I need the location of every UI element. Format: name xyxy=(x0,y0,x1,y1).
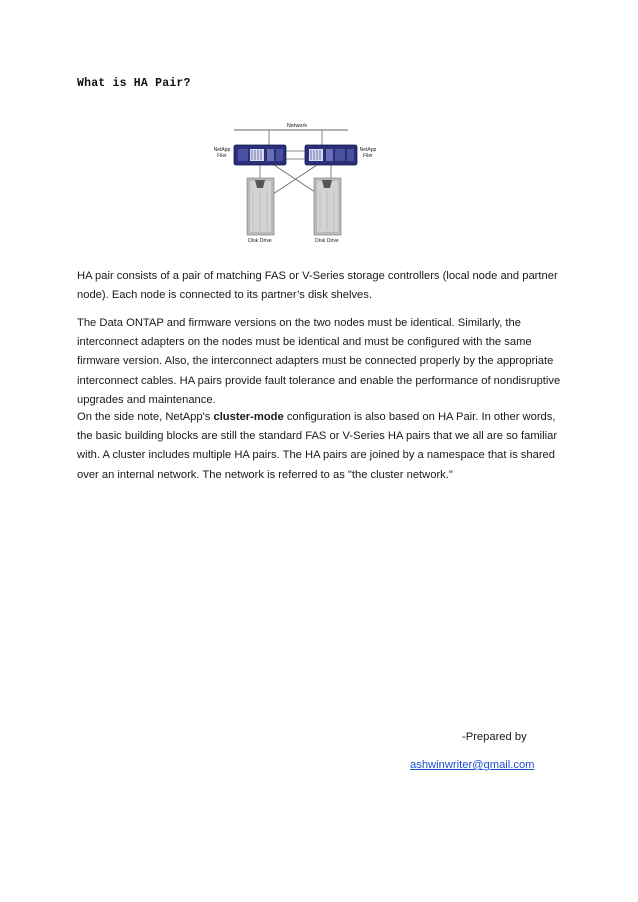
prepared-by: -Prepared by xyxy=(462,731,527,743)
paragraph-3-text xyxy=(77,408,567,485)
disk-drive-right xyxy=(314,178,341,235)
paragraph-2-text: The Data ONTAP and firmware versions on the two nodes must be identical. Similarly, the interconnect adapters on the nodes must be identical and must be configured with the same firmware version. Also, the interconnect adapters must be connected properly by the appropriate interconnect cables. HA pairs provide fault tolerance and enable the performance of nondisruptive upgrades and maintenance. xyxy=(77,317,561,406)
paragraph-cluster-mode xyxy=(77,408,567,485)
paragraph-3-start: On the side note, NetApp's xyxy=(77,411,214,423)
filer-left xyxy=(234,145,286,165)
filer-left-label-line2: Filer xyxy=(217,153,227,159)
filer-left-label-line1: NetApp xyxy=(213,147,231,153)
paragraph-3-end: configuration is also based on HA Pair. In other words, the basic building blocks are still the standard FAS or V-Series HA pairs that we all are so familiar with. A cluster includes multiple HA pairs. The HA pairs are joined by a namespace that is shared over an internal network. The network is referred to as "the cluster network." xyxy=(77,411,558,481)
ha-pair-diagram xyxy=(204,118,384,248)
page-title: What is HA Pair? xyxy=(77,77,191,90)
filer-right xyxy=(305,145,357,165)
disk-right-label: Disk Drive xyxy=(315,238,339,244)
author-email-link[interactable]: ashwinwriter@gmail.com xyxy=(410,759,535,771)
disk-left-label: Disk Drive xyxy=(248,238,272,244)
paragraph-ha-pair-intro xyxy=(77,267,567,305)
paragraph-1-text: HA pair consists of a pair of matching FAS or V-Series storage controllers (local node and partner node). Each node is connected to its partner’s disk shelves. xyxy=(77,270,558,302)
filer-right-label-line2: Filer xyxy=(363,153,373,159)
network-label: Network xyxy=(286,123,308,129)
cluster-mode-term: cluster-mode xyxy=(213,411,284,423)
filer-right-label-line1: NetApp xyxy=(359,147,377,153)
paragraph-ontap-requirements xyxy=(77,314,567,410)
disk-drive-left xyxy=(247,178,274,235)
